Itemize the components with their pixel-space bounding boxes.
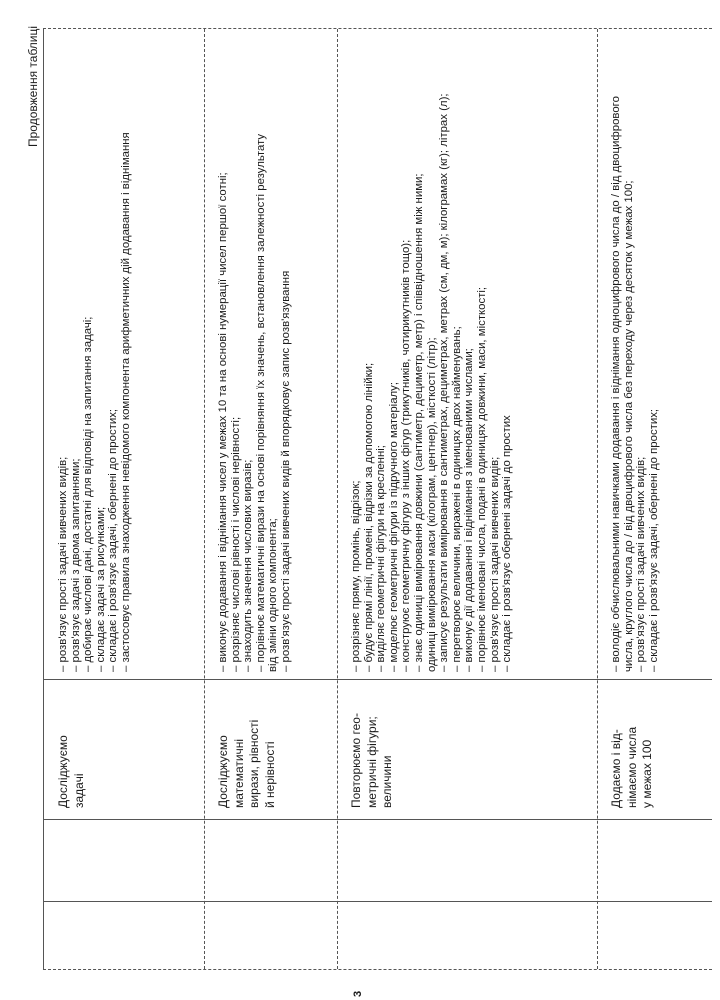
topic-cell [44, 679, 204, 819]
outcome-line: одиниці вимірювання маси (кілограм, центнер), місткості (літр); [425, 337, 438, 672]
outcome-line: – виділяє геометричні фігури на кресленні; [375, 445, 388, 672]
outcome-line: – записує результати вимірювання в сантиметрах, дециметрах, метрах (см, дм, м); кілограмах (кг); літрах (л); [438, 93, 451, 672]
outcome-line: – знаходить значення числових виразів; [242, 459, 255, 672]
topic-line: Повторюємо гео- [349, 713, 363, 808]
curriculum-table [43, 28, 712, 970]
outcome-line: – виконує додавання і віднімання чисел у межах 10 та на основі нумерації чисел першої сотні; [217, 172, 229, 672]
empty-cell [204, 819, 337, 901]
topic-line: й нерівності [262, 741, 277, 808]
outcome-line: – застосовує правила знаходження невідомого компонента арифметичних дій додавання і віднімання [119, 132, 132, 672]
outcome-line: числа, круглого числа до / від двоцифрового числа без переходу через десяток у межах 100; [622, 180, 635, 672]
empty-cell [204, 901, 337, 969]
empty-cell [597, 901, 712, 969]
empty-cell [44, 819, 204, 901]
topic-line: метричні фігури; [364, 716, 379, 808]
topic-line: Досліджуємо [216, 735, 230, 808]
outcome-line: від зміни одного компонента; [267, 518, 280, 672]
topic-cell [337, 679, 597, 819]
outcome-line: – розв'язує задачі з двома запитаннями; [69, 458, 82, 672]
outcome-line: – добирає числові дані, достатні для відповіді на запитання задачі; [82, 316, 95, 672]
outcome-line: – розв'язує прості задачі вивчених видів; [635, 456, 648, 672]
outcome-line: – складає і розв'язує обернені задачі до простих [501, 415, 514, 672]
outcome-line: – порівнює іменовані числа, подані в одиницях довжини, маси, місткості; [475, 286, 488, 672]
outcome-line: – розв'язує прості задачі вивчених видів; [57, 456, 69, 672]
topic-line: Досліджуємо [56, 735, 70, 808]
topic-line: у межах 100 [640, 739, 654, 808]
empty-cell [44, 901, 204, 969]
outcome-line: – виконує дії додавання і віднімання з іменованими числами; [463, 348, 476, 672]
outcome-line: – розрізняє пряму, промінь, відрізок; [350, 480, 362, 672]
outcome-line: – знає одиниці вимірювання довжини (сантиметр, дециметр, метр) і співвідношення між ними; [412, 173, 425, 672]
table-row [597, 29, 712, 969]
topic-line: Додаємо і від- [609, 729, 623, 808]
outcome-line: – розв'язує прості задачі вивчених видів; [488, 456, 501, 672]
topic-line: вирази, рівності [247, 719, 261, 808]
table-row [44, 29, 205, 969]
outcome-line: – конструює геометричну фігуру з інших фігур (трикутників, чотирикутників тощо); [400, 239, 413, 672]
empty-cell [337, 819, 597, 901]
outcome-line: – моделює геометричні фігури із підручного матеріалу; [387, 381, 400, 672]
outcomes-cell [597, 29, 712, 679]
outcome-line: – перетворює величини, виражені в одиницях двох найменувань; [450, 326, 463, 672]
outcome-line: – порівнює математичні вирази на основі порівняння їх значень, встановлення залежності результату [254, 133, 267, 672]
outcomes-cell [44, 29, 204, 679]
outcome-line: – складає задачі за рисунками; [94, 506, 107, 672]
topic-cell [597, 679, 712, 819]
outcomes-cell [204, 29, 337, 679]
topic-line: величини [380, 755, 394, 808]
topic-line: задачі [71, 773, 86, 808]
topic-cell [204, 679, 337, 819]
topic-line: німаємо числа [624, 726, 639, 808]
page-number: 3 [352, 990, 364, 997]
outcome-line: – розв'язує прості задачі вивчених видів й впорядковує запис розв'язування [279, 270, 292, 672]
outcome-line: – розрізняє числові рівності і числові нерівності; [229, 416, 242, 672]
outcome-line: – володіє обчислювальними навичками додавання і віднімання одноцифрового числа до / від двоцифрового [610, 96, 622, 672]
outcome-line: – складає і розв'язує задачі, обернені до простих; [647, 408, 660, 672]
outcome-line: – будує прямі лінії, промені, відрізки за допомогою лінійки; [362, 362, 375, 672]
table-continuation-caption: Продовження таблиці [26, 25, 40, 147]
outcomes-cell [337, 29, 597, 679]
table-row [337, 29, 598, 969]
outcome-line: – складає і розв'язує задачі, обернені до простих; [107, 408, 120, 672]
empty-cell [597, 819, 712, 901]
table-row [204, 29, 338, 969]
topic-line: математичні [231, 738, 246, 808]
empty-cell [337, 901, 597, 969]
